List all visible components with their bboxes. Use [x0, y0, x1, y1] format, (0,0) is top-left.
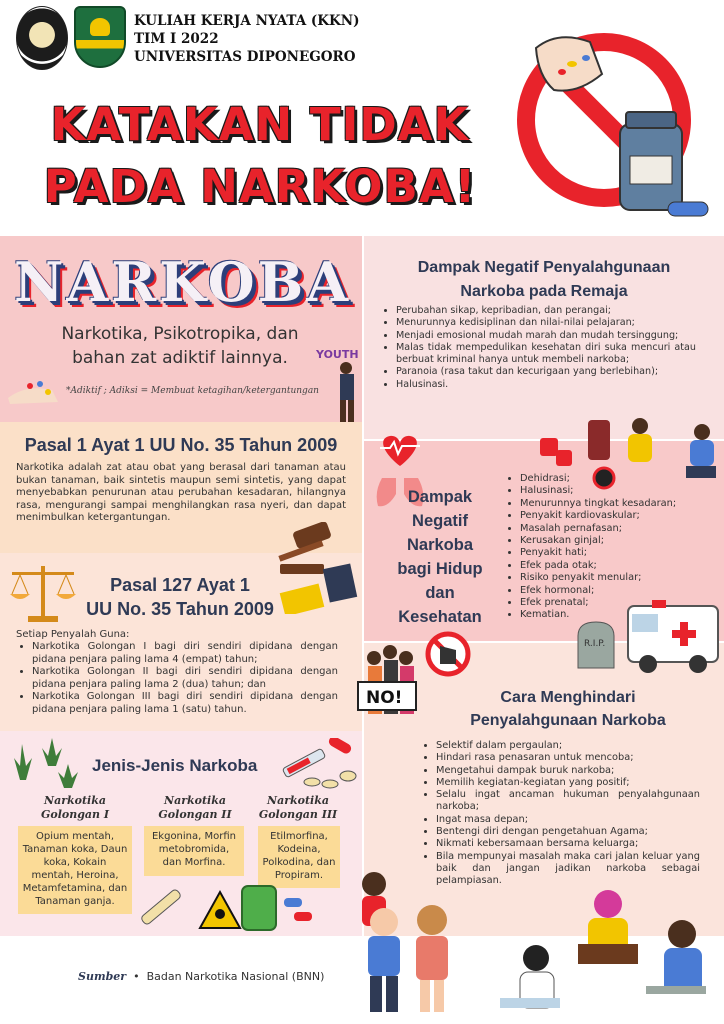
laptop-icon: [646, 986, 706, 994]
list-item: • Perubahan sikap, kepribadian, dan perangai;: [396, 305, 696, 317]
list-item: • Nikmati kebersamaan bersama keluarga;: [436, 838, 700, 850]
list-item: • Selektif dalam pergaulan;: [436, 740, 700, 752]
list-item: • Malas tidak mempedulikan kesehatan diri suka mencuri atau berbuat kriminal hanya untuk membeli narkoba;: [396, 342, 696, 367]
list-item: • Bila mempunyai masalah maka cari jalan keluar yang baik dan jangan jadikan narkoba sebagai pelampiasan.: [436, 851, 700, 888]
source-value: Badan Narkotika Nasional (BNN): [146, 970, 325, 983]
girl-icon: [417, 905, 447, 935]
person-icon: [383, 645, 397, 659]
kesehatan-title-line: Negatif: [412, 512, 468, 530]
youth-graffiti: YOUTH: [316, 348, 359, 361]
no-sign-text: NO!: [366, 688, 403, 708]
person-icon: [594, 890, 622, 918]
kesehatan-title: [376, 485, 504, 629]
kesehatan-title-line: Dampak: [407, 488, 473, 506]
pills-hand-icon: [6, 372, 62, 406]
source-label: Sumber: [78, 970, 127, 983]
pasal1-body: Narkotika adalah zat atau obat yang berasal dari tanaman atau bukan tanaman, baik sintetis maupun semi sintetis, yang dapat menyebabkan penurunan atau perubahan kesadaran, hilangnya rasa, mengurangi sampai menghilangkan rasa nyeri, dan dapat menimbulkan ketergantungan.: [16, 462, 346, 524]
list-item: • Narkotika Golongan III bagi diri sendiri dipidana dengan pidana penjara paling lama 1 (satu) tahun.: [32, 691, 338, 716]
bottle-label-icon: [630, 156, 672, 184]
list-item: • Kematian.: [520, 609, 712, 621]
list-item: • Narkotika Golongan II bagi diri sendiri dipidana dengan pidana penjara paling lama 2 (dua) tahun; dan: [32, 666, 338, 691]
bullet-separator: •: [129, 970, 147, 983]
narkoba-subtitle: Narkotika, Psikotropika, dan bahan zat adiktif lainnya.: [61, 324, 299, 368]
dice-icon: [556, 450, 572, 466]
list-item: • Penyakit hati;: [520, 547, 712, 559]
cigarette-icon: [140, 888, 182, 925]
pasal127-intro: Setiap Penyalah Guna:: [16, 629, 130, 640]
studying-people-illustration: [498, 884, 720, 1022]
golongan-label-line: Golongan I: [40, 808, 110, 821]
golongan-1-box: Opium mentah, Tanaman koka, Daun koka, Kokain mentah, Heroina, Metamfetamina, dan Tanaman ganja.: [18, 826, 132, 914]
golongan-label-line: Golongan III: [258, 808, 338, 821]
pill-icon: [558, 69, 566, 75]
golongan-1-label: [20, 794, 130, 822]
notebook-icon: [500, 998, 560, 1008]
cara-list: [424, 740, 700, 888]
gambling-people-illustration: [536, 410, 722, 494]
pasal127-list: [20, 641, 338, 717]
rip-text: R.I.P.: [584, 639, 606, 649]
person-icon: [694, 424, 710, 440]
syringe-pills-icon: [276, 738, 360, 792]
header-line-1: KULIAH KERJA NYATA (KKN): [134, 13, 360, 29]
person-icon: [668, 920, 696, 948]
list-item: • Risiko penyakit menular;: [520, 572, 712, 584]
narkoba-heading: NARKOBA: [14, 250, 352, 314]
list-item: • Efek hormonal;: [520, 585, 712, 597]
list-item: • Menurunnya tingkat kesadaran;: [520, 498, 712, 510]
cara-title: [420, 686, 716, 732]
chip-icon: [594, 468, 614, 488]
list-item: • Dehidrasi;: [520, 473, 712, 485]
golongan-3-label: [243, 794, 353, 822]
pasal127-title: [70, 573, 290, 621]
pasal127-title-line-2: UU No. 35 Tahun 2009: [86, 599, 274, 619]
list-item: • Mengetahui dampak buruk narkoba;: [436, 765, 700, 777]
cannabis-leaves-icon: [4, 736, 86, 792]
pill-icon: [582, 55, 590, 61]
narkoba-note: *Adiktif ; Adiksi = Membuat ketagihan/ketergantungan: [66, 386, 319, 396]
list-item: • Hindari rasa penasaran untuk mencoba;: [436, 752, 700, 764]
pasal1-title: Pasal 1 Ayat 1 UU No. 35 Tahun 2009: [24, 435, 338, 455]
kesehatan-title-line: dan: [425, 584, 455, 602]
justice-scale-icon: [6, 560, 80, 626]
list-item: • Selalu ingat ancaman hukuman penyalahgunaan narkoba;: [436, 789, 700, 814]
remaja-title: [376, 256, 712, 304]
list-item: • Halusinasi;: [520, 485, 712, 497]
list-item: • Bentengi diri dengan pengetahuan Agama;: [436, 826, 700, 838]
list-item: • Ingat masa depan;: [436, 814, 700, 826]
list-item: • Halusinasi.: [396, 379, 696, 391]
header-text: [134, 12, 359, 66]
ambulance-grave-illustration: [574, 596, 722, 678]
golongan-label-line: Narkotika: [164, 794, 226, 807]
remaja-list: [384, 305, 696, 391]
person-icon: [632, 418, 648, 434]
child-icon: [362, 872, 386, 896]
kota-bekasi-logo: [74, 6, 126, 68]
list-item: • Kerusakan ginjal;: [520, 535, 712, 547]
main-title-line-1: KATAKAN TIDAK: [50, 98, 470, 151]
list-item: • Efek prenatal;: [520, 597, 712, 609]
family-illustration: [346, 870, 462, 1020]
person-icon: [399, 651, 413, 665]
source-credit: [78, 970, 324, 983]
cara-title-line-1: Cara Menghindari: [500, 689, 636, 706]
pasal127-title-line-1: Pasal 127 Ayat 1: [110, 575, 250, 595]
main-title-line-2: PADA NARKOBA!: [43, 160, 477, 213]
pill-icon: [567, 61, 577, 67]
kesehatan-title-line: bagi Hidup: [397, 560, 483, 578]
list-item: • Menjadi emosional mudah marah dan mudah tersinggung;: [396, 330, 696, 342]
dice-icon: [540, 438, 558, 456]
list-item: • Menurunnya kedisiplinan dan nilai-nilai pelajaran;: [396, 317, 696, 329]
bottle-cap-icon: [626, 112, 676, 128]
remaja-title-line-2: Narkoba pada Remaja: [460, 283, 628, 300]
golongan-3-box: Etilmorfina, Kodeina, Polkodina, dan Propiram.: [258, 826, 340, 888]
list-item: • Paranoia (rasa takut dan kecurigaan yang berlebihan);: [396, 366, 696, 378]
person-icon: [367, 651, 381, 665]
list-item: • Narkotika Golongan I bagi diri sendiri dipidana dengan pidana penjara paling lama 4 (empat) tahun;: [32, 641, 338, 666]
kesehatan-title-line: Narkoba: [406, 536, 474, 554]
cara-title-line-2: Penyalahgunaan Narkoba: [470, 712, 666, 729]
golongan-2-label: [140, 794, 250, 822]
golongan-label-line: Narkotika: [267, 794, 329, 807]
person-icon: [523, 945, 549, 971]
header-line-2: TIM I 2022: [134, 31, 219, 47]
casino-chips-icon: [588, 420, 610, 460]
drug-hazard-illustration: [134, 878, 340, 934]
list-item: • Efek pada otak;: [520, 560, 712, 572]
prohibited-pills-illustration: [498, 20, 720, 228]
list-item: • Penyakit kardiovaskular;: [520, 510, 712, 522]
list-item: • Masalah pernafasan;: [520, 523, 712, 535]
golongan-label-line: Narkotika: [44, 794, 106, 807]
undip-logo: [16, 6, 68, 70]
header-line-3: UNIVERSITAS DIPONEGORO: [134, 49, 356, 65]
list-item: • Memilih kegiatan-kegiatan yang positif;: [436, 777, 700, 789]
capsule-icon: [668, 202, 708, 216]
book-icon: [578, 944, 638, 964]
poison-bottle-icon: [242, 886, 276, 930]
golongan-2-box: Ekgonina, Morfin metobromida, dan Morfina.: [144, 826, 244, 876]
boy-icon: [370, 908, 398, 936]
jenis-title: Jenis-Jenis Narkoba: [92, 756, 258, 775]
law-book-icon: [323, 563, 357, 602]
remaja-title-line-1: Dampak Negatif Penyalahgunaan: [417, 259, 671, 276]
youth-figure-illustration: [316, 344, 360, 428]
golongan-label-line: Golongan II: [158, 808, 232, 821]
kesehatan-title-line: Kesehatan: [398, 608, 482, 626]
